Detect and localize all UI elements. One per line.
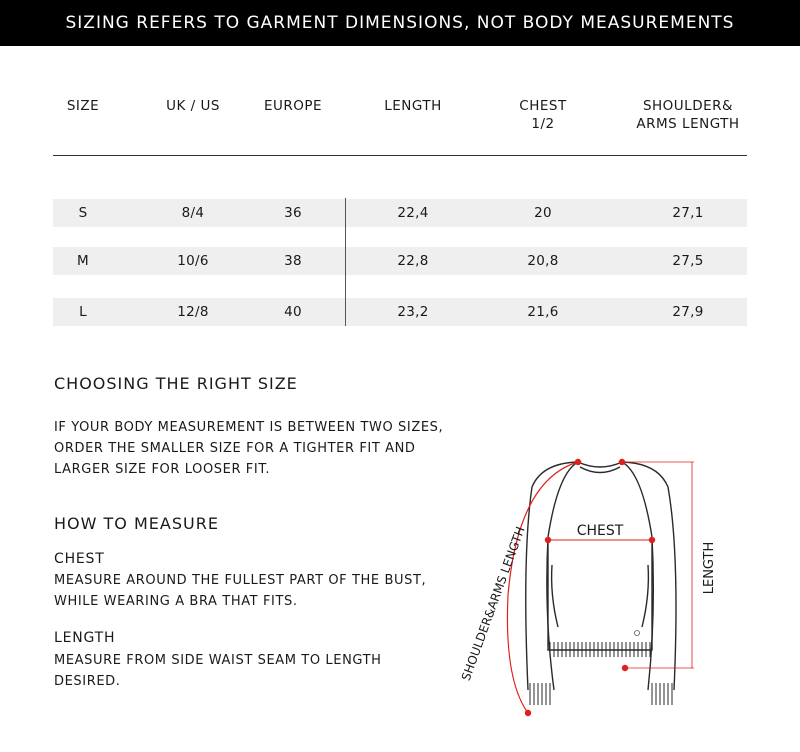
chest-line: MEASURE AROUND THE FULLEST PART OF THE BUST, (54, 573, 427, 588)
shoulder-arms-measure-line (507, 462, 578, 713)
cell-length: 23,2 (397, 304, 429, 320)
table-row (53, 247, 747, 275)
length-subtitle: LENGTH (54, 630, 116, 646)
table-column-divider (345, 198, 346, 326)
chest-label: CHEST (576, 523, 624, 539)
cell-chest: 21,6 (527, 304, 559, 320)
cell-uk-us: 12/8 (177, 304, 209, 320)
header-uk-us: UK / US (166, 98, 220, 114)
cell-length: 22,4 (397, 205, 429, 221)
cell-shoulder-arms: 27,1 (672, 205, 704, 221)
cell-size: M (77, 253, 89, 269)
table-row (53, 298, 747, 326)
header-size: SIZE (66, 98, 100, 114)
header-europe: EUROPE (263, 98, 323, 114)
choosing-text (54, 417, 443, 480)
logo-tag-icon (635, 631, 640, 636)
header-length: LENGTH (384, 98, 442, 114)
top-banner (0, 0, 800, 46)
cell-shoulder-arms: 27,9 (672, 304, 704, 320)
chest-line: WHILE WEARING A BRA THAT FITS. (54, 594, 298, 609)
sweater-diagram (458, 445, 770, 735)
shoulder-arms-label: SHOULDER&ARMS LENGTH (458, 524, 528, 683)
chest-text (54, 570, 426, 612)
sweater-outline (526, 462, 676, 690)
cell-europe: 38 (284, 253, 302, 269)
cell-uk-us: 10/6 (177, 253, 209, 269)
header-shoulder-arms-length: SHOULDER& ARMS LENGTH (636, 98, 740, 132)
table-row (53, 199, 747, 227)
chest-subtitle: CHEST (54, 551, 105, 567)
measure-point (575, 459, 581, 465)
header-chest: CHEST 1/2 (519, 98, 567, 132)
length-line: MEASURE FROM SIDE WAIST SEAM TO LENGTH (54, 653, 382, 668)
cell-chest: 20 (534, 205, 552, 221)
cell-europe: 36 (284, 205, 302, 221)
length-label: LENGTH (702, 541, 717, 595)
length-line: DESIRED. (54, 674, 121, 689)
choosing-line: IF YOUR BODY MEASUREMENT IS BETWEEN TWO SIZES, (54, 420, 444, 435)
banner-text: SIZING REFERS TO GARMENT DIMENSIONS, NOT BODY MEASUREMENTS (65, 13, 735, 33)
measure-point (545, 537, 551, 543)
cell-length: 22,8 (397, 253, 429, 269)
cell-uk-us: 8/4 (181, 205, 205, 221)
how-to-measure-title: HOW TO MEASURE (54, 514, 219, 533)
cell-size: S (78, 205, 88, 221)
measure-point (649, 537, 655, 543)
length-text (54, 650, 382, 692)
measure-point (622, 665, 628, 671)
cell-chest: 20,8 (527, 253, 559, 269)
cell-europe: 40 (284, 304, 302, 320)
size-table (53, 95, 747, 320)
choosing-line: LARGER SIZE FOR LOOSER FIT. (54, 462, 271, 477)
cell-size: L (79, 304, 87, 320)
cell-shoulder-arms: 27,5 (672, 253, 704, 269)
measure-point (525, 710, 531, 716)
choosing-title: CHOOSING THE RIGHT SIZE (54, 374, 298, 393)
measure-point (619, 459, 625, 465)
table-header (53, 95, 747, 156)
choosing-line: ORDER THE SMALLER SIZE FOR A TIGHTER FIT AND (54, 441, 416, 456)
